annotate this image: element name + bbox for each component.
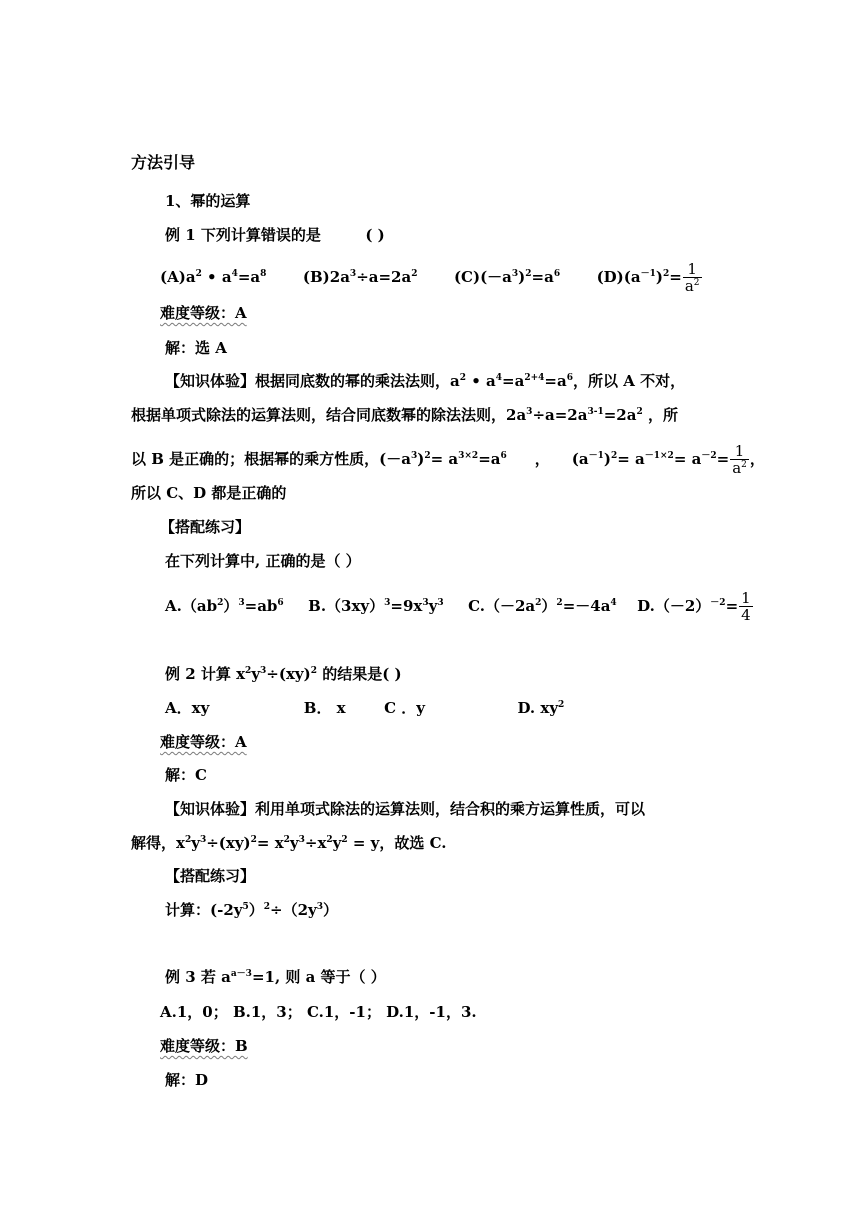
fraction-one-over-a-squared: $\frac{1}{a^2}$ xyxy=(684,260,700,295)
example1-question xyxy=(165,225,385,245)
example1-explanation-line1: 【知识体验】根据同底数的幂的乘法法则，$a^2$ • $a^4=a^{2+4}=a^6$，所以 A 不对， xyxy=(165,372,686,390)
practice-option-a: $A.(ab^2)^3=ab^6$ xyxy=(165,597,284,615)
example1-practice-label: 【搭配练习】 xyxy=(160,518,251,536)
practice-option-d: $D.(-2)^{-2}=$ $\frac{1}{4}$ xyxy=(637,589,751,624)
example1-practice-options xyxy=(165,591,754,623)
example2-practice-label: 【搭配练习】 xyxy=(165,867,256,885)
example1-explanation-line4: 所以 C、D 都是正确的 xyxy=(131,484,287,502)
fraction-one-quarter: $\frac{1}{4}$ xyxy=(741,589,751,624)
example2-question: 例 2 计算 $x^2y^3\div(xy)^2$ 的结果是( ) xyxy=(165,665,402,683)
section-title: 方法引导 xyxy=(131,153,196,172)
example2-option-d: D. $xy^2$ xyxy=(517,699,565,717)
example1-option-a: $(A)a^2$ • $a^4=a^8$ xyxy=(160,268,267,286)
practice-option-b: $B.(3xy)^3=9x^3y^3$ xyxy=(308,597,444,615)
example1-explanation-line2: 根据单项式除法的运算法则，结合同底数幂的除法法则，$2a^3\div a=2a^{3-1}=2a^2$ ，所 xyxy=(131,406,678,424)
example1-explanation-line3: 以 B 是正确的；根据幂的乘方性质，$(-a^3)^2= a^{3\times 2}=a^6$ ， $(a^{-1})^2= a^{-1\times 2}= a^{-2}=$ $\frac{1}{a^2}$ ， xyxy=(131,442,765,477)
example2-option-c: C ．y xyxy=(384,699,425,717)
example1-option-b: $(B)2a^3\div a=2a^2$ xyxy=(302,268,418,286)
example2-practice-question: 计算：$(-2y^5)^2\div(2y^3)$ xyxy=(165,901,339,919)
example2-options xyxy=(165,698,564,718)
example1-answer-paren: ( ) xyxy=(365,226,385,244)
example3-options: A.1，0； B.1，3； C.1，-1； D.1，-1，3. xyxy=(160,1003,477,1021)
example1-option-c: $(C)(-a^3)^2=a^6$ xyxy=(453,268,561,286)
fraction-one-over-a-squared-2: $\frac{1}{a^2}$ xyxy=(732,442,747,477)
example2-solution: 解：C xyxy=(165,766,207,784)
example2-option-b: B． x xyxy=(303,699,346,717)
example1-difficulty: 难度等级：A xyxy=(160,304,247,322)
example1-option-d: $(D)(a^{-1})^2=$ $\frac{1}{a^2}$ xyxy=(596,260,700,295)
example3-solution: 解：D xyxy=(165,1071,209,1089)
topic-heading: 1、幂的运算 xyxy=(165,192,251,210)
example2-explanation-line2: 解得，$x^2y^3\div(xy)^2= x^2y^3\div x^2y^2 = y$，故选 C. xyxy=(131,834,447,852)
practice-option-c: $C.(-2a^2)^2=-4a^4$ xyxy=(468,597,617,615)
example2-explanation-line1: 【知识体验】利用单项式除法的运算法则，结合积的乘方运算性质，可以 xyxy=(165,800,646,818)
example1-question-text: 例 1 下列计算错误的是 xyxy=(165,226,321,244)
example3-difficulty: 难度等级：B xyxy=(160,1037,248,1055)
example2-difficulty: 难度等级：A xyxy=(160,733,247,751)
example2-option-a: A．xy xyxy=(165,699,210,717)
example1-options xyxy=(160,262,703,294)
example3-question: 例 3 若 $a^{a-3}=1$, 则 a 等于（ ） xyxy=(165,968,386,986)
example1-solution: 解：选 A xyxy=(165,339,227,357)
example1-practice-question: 在下列计算中, 正确的是（ ） xyxy=(165,552,361,570)
